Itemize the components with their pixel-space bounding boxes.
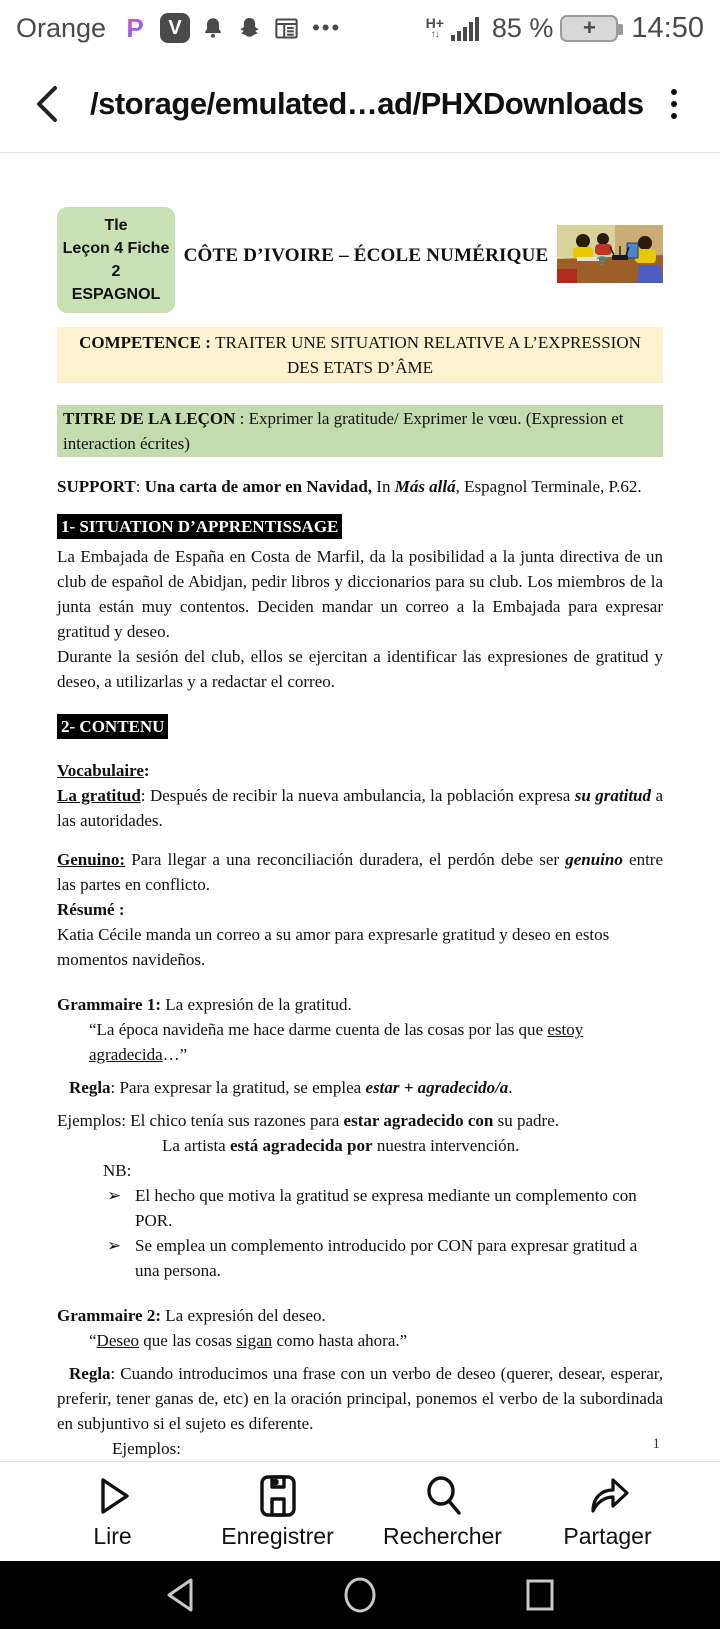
grammaire2-quote: “Deseo que las cosas sigan como hasta ahora.” [89, 1331, 408, 1350]
regla1: Regla: Para expresar la gratitud, se emplea estar + agradecido/a. [69, 1078, 513, 1097]
nb-item-1: ➢ El hecho que motiva la gratitud se expresa mediante un complemento con POR. [57, 1183, 663, 1233]
save-button[interactable] [218, 1473, 338, 1550]
save-button-label: Enregistrer [221, 1523, 334, 1549]
search-icon [419, 1473, 467, 1519]
play-icon [89, 1473, 137, 1519]
lesson-subject: ESPAGNOL [71, 286, 161, 303]
search-button-label: Rechercher [383, 1523, 502, 1549]
save-icon [254, 1473, 302, 1519]
regla2: Regla: Cuando introducimos una frase con un verbo de deseo (querer, desear, esperar, preferir, tener ganas de, etc) en la oración principal, ponemos el verbo de la subordinada en subjuntivo si el sujeto es diferente. [57, 1364, 663, 1433]
recents-square-icon [523, 1576, 557, 1614]
battery-charging-icon: + [560, 15, 618, 42]
nav-home-button[interactable] [330, 1569, 390, 1621]
grammaire1-title: Grammaire 1: La expresión de la gratitud. [57, 995, 352, 1014]
file-path-title: /storage/emulated…ad/PHXDownloads [90, 86, 644, 121]
nav-recents-button[interactable] [510, 1569, 570, 1621]
section1-heading: 1- SITUATION D’APPRENTISSAGE [57, 514, 342, 539]
nav-back-button[interactable] [150, 1569, 210, 1621]
overflow-menu-button[interactable] [652, 82, 696, 126]
bottom-action-bar [0, 1461, 720, 1561]
situation-paragraph-1: La Embajada de España en Costa de Marfil, da la posibilidad a la junta directiva de un club de español de Abidjan, pedir libros y diccionarios para su club. Los miembros de la junta están muy contentos. Deciden mandar un correo a la Embajada para expresar gratitud y deseo. [57, 547, 663, 641]
vocab-genuino: Genuino: Para llegar a una reconciliación duradera, el perdón debe ser genuino entre las partes en conflicto. [57, 850, 663, 894]
arrow-bullet-icon: ➢ [107, 1236, 122, 1255]
search-button[interactable] [383, 1473, 503, 1550]
lesson-number: Leçon 4 Fiche 2 [62, 240, 170, 280]
read-button-label: Lire [93, 1523, 132, 1549]
carrier-label: Orange [16, 12, 107, 43]
signal-bars-icon [451, 14, 485, 42]
ejemplo1a: Ejemplos: El chico tenía sus razones para estar agradecido con su padre. [57, 1111, 560, 1130]
page-number: 1 [652, 1436, 660, 1452]
read-button[interactable] [53, 1473, 173, 1550]
grammaire1-quote: “La época navideña me hace darme cuenta de las cosas por las que estoy agradecida…” [89, 1020, 584, 1064]
ejemplo1b: La artista está agradecida por nuestra intervención. [162, 1136, 520, 1155]
document-scroll-area[interactable] [0, 153, 720, 1461]
arrow-bullet-icon: ➢ [107, 1186, 122, 1205]
lesson-info-box [57, 207, 175, 313]
lesson-level: Tle [104, 217, 128, 234]
bell-icon [200, 15, 226, 41]
share-icon [584, 1473, 632, 1519]
notes-icon [273, 15, 300, 42]
phoenix-app-icon: P [120, 13, 150, 43]
clock-label: 14:50 [631, 11, 704, 44]
lesson-title-banner: TITRE DE LA LEÇON : Exprimer la gratitude/ Exprimer le vœu. (Expression et interaction écrites) [57, 405, 663, 457]
back-triangle-icon [163, 1576, 197, 1614]
status-bar [0, 0, 720, 56]
resume-label: Résumé : [57, 900, 125, 919]
document-header-row [57, 207, 663, 313]
snapchat-icon [236, 15, 263, 42]
app-toolbar [0, 56, 720, 152]
nb-label: NB: [103, 1161, 132, 1180]
network-type-indicator: H+ ↑↓ [425, 15, 444, 40]
home-circle-icon [340, 1575, 380, 1615]
ejemplos2-label: Ejemplos: [112, 1439, 181, 1458]
document-title: CÔTE D’IVOIRE – ÉCOLE NUMÉRIQUE [183, 245, 549, 266]
share-button-label: Partager [563, 1523, 652, 1549]
android-navigation-bar [0, 1561, 720, 1629]
nb-item-2: ➢ Se emplea un complemento introducido por CON para expresar gratitud a una persona. [57, 1233, 663, 1283]
more-notifications-dots: ••• [312, 15, 342, 40]
vocab-gratitud: La gratitud: Después de recibir la nueva ambulancia, la población expresa su gratitud a las autoridades. [57, 786, 663, 830]
back-button[interactable] [24, 82, 68, 126]
v-app-icon: V [160, 13, 190, 43]
competence-banner: COMPETENCE : TRAITER UNE SITUATION RELATIVE A L’EXPRESSION DES ETATS D’ÂME [57, 327, 663, 383]
situation-paragraph-2: Durante la sesión del club, ellos se ejercitan a identificar las expresiones de gratitud y deseo, a utilizarlas y a redactar el correo. [57, 647, 663, 691]
resume-text: Katia Cécile manda un correo a su amor para expresarle gratitud y deseo en estos momentos navideños. [57, 925, 610, 969]
share-button[interactable] [548, 1473, 668, 1550]
vocab-title: Vocabulaire: [57, 761, 150, 780]
support-line: SUPPORT: Una carta de amor en Navidad, In Más allá, Espagnol Terminale, P.62. [57, 477, 642, 496]
classroom-illustration [557, 225, 663, 283]
section2-heading: 2- CONTENU [57, 714, 168, 739]
battery-percent-label: 85 % [491, 12, 554, 43]
grammaire2-title: Grammaire 2: La expresión del deseo. [57, 1306, 326, 1325]
